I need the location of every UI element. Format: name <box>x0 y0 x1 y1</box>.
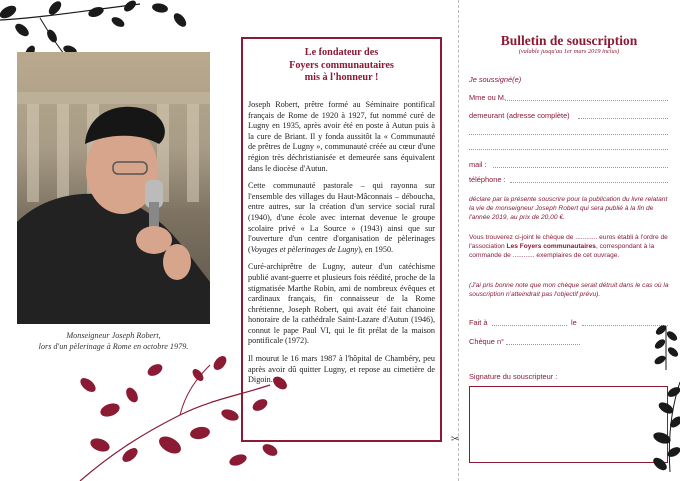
signature-label: Signature du souscripteur : <box>469 372 558 381</box>
article-body <box>248 100 435 393</box>
form-subtitle: (valable jusqu'au 1er mars 2019 inclus) <box>518 48 620 55</box>
address-field-2[interactable] <box>469 134 668 135</box>
cheque-instructions: Vous trouverez ci-joint le chèque de ............ euros établi à l'ordre de l'association Les Foyers communautaires, correspondant à la commande de ............ exemplaires de cet ouvrage. <box>469 234 668 259</box>
article-paragraph: Joseph Robert, prêtre formé au Séminaire pontifical français de Rome de 1920 à 1927, fut nommé curé de Lugny en 1935, après avoir été en poste à Autun puis à la cure de Briant. Il y fonda aussitôt la « Communauté de prêtres de Lugny », communauté créée au cœur d'une région très déchristianisée et demeurée sans équivalent dans le diocèse d'Autun. <box>248 100 435 173</box>
phone-field[interactable] <box>510 182 668 183</box>
article-title: Le fondateur des Foyers communautaires mis à l'honneur ! <box>289 47 394 83</box>
mail-label: mail : <box>469 160 487 169</box>
refund-note: (J'ai pris bonne note que mon chèque serait détruit dans le cas où la souscription n'atteindrait pas l'objectif prévu). <box>469 282 669 298</box>
form-title: Bulletin de souscription <box>500 33 638 48</box>
name-field[interactable] <box>505 100 668 101</box>
date-label: le <box>571 318 577 327</box>
article-paragraph: Curé-archiprêtre de Lugny, auteur d'un catéchisme publié avant-guerre et plusieurs fois réédité, proche de la stigmatisée Marthe Robin, ami de nombreux évêques et cardinaux français, fin connaisseur de la Rome chrétienne, Joseph Robert, qui avait été fait chanoine honoraire de la cathédrale Saint-Lazare d'Autun (1946), connut le pape Paul VI, qui le fit prélat de la maison pontificale (1972). <box>248 262 435 346</box>
place-label: Fait à <box>469 318 488 327</box>
photo-caption: Monseigneur Joseph Robert, lors d'un pèlerinage à Rome en octobre 1979. <box>38 331 189 351</box>
address-label: demeurant (adresse complète) <box>469 111 570 120</box>
undersigned-label: Je soussigné(e) <box>469 75 522 84</box>
leaf-sprig-right <box>652 322 680 370</box>
address-field-3[interactable] <box>469 149 668 150</box>
cheque-number-field[interactable] <box>506 344 580 345</box>
article-paragraph: Cette communauté pastorale – qui rayonna sur l'ensemble des villages du Haut-Mâconnais – déboucha, entre autres, sur la création d'un service social rural (1940), d'une école avec internat devenue le groupe scolaire privé « La Source » (1943) ainsi que sur l'ouverture d'un centre d'organisation de pèlerinages (Voyages et pèlerinages de Lugny), en 1950. <box>248 181 435 254</box>
article-paragraph: Il mourut le 16 mars 1987 à l'hôpital de Chambéry, peu après avoir dû quitter Lugny, et repose au cimetière de Digoin. <box>248 354 435 385</box>
cheque-number-label: Chèque n° <box>469 337 505 346</box>
cut-line <box>458 0 459 481</box>
mail-field[interactable] <box>493 167 668 168</box>
scissors-icon: ✂ <box>451 434 460 445</box>
signature-box[interactable] <box>469 386 668 463</box>
portrait-photo <box>17 52 210 324</box>
place-field[interactable] <box>492 325 567 326</box>
subscription-declaration: déclare par la présente souscrire pour la publication du livre relatant la vie de monseigneur Joseph Robert qui sera publié à la fin de l'année 2019, au prix de 20,00 €. <box>469 196 668 221</box>
phone-label: téléphone : <box>469 175 506 184</box>
address-field-1[interactable] <box>578 118 668 119</box>
name-label: Mme ou M. <box>469 93 506 102</box>
leaf-sprig-right-bottom <box>640 382 680 472</box>
